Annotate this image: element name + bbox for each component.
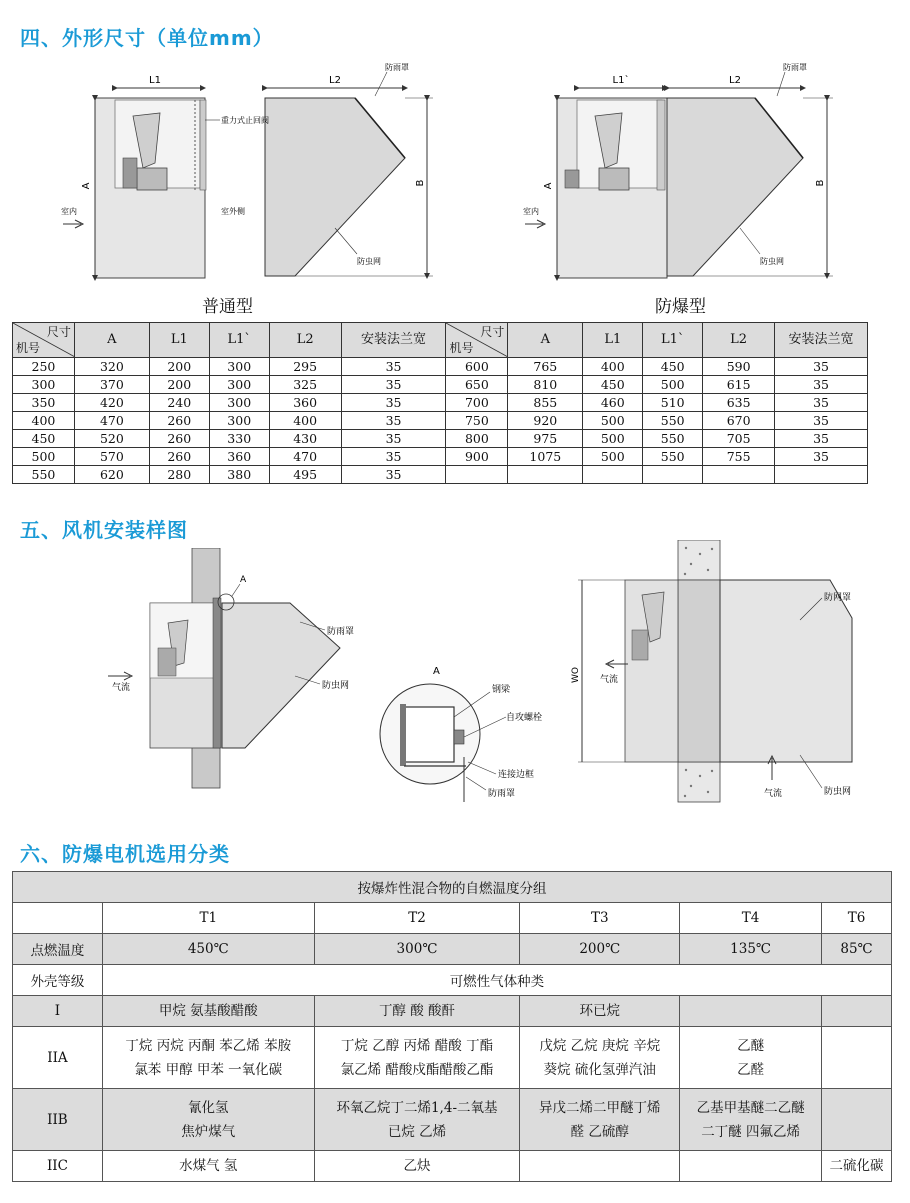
table-cell [583, 466, 643, 484]
gas-cell [520, 1151, 680, 1182]
ignition-t3: 200℃ [520, 934, 680, 965]
installation-drawing-right [560, 540, 895, 805]
gas-cell [314, 1151, 520, 1182]
table-cell: 295 [269, 358, 341, 376]
table-cell: 260 [149, 448, 209, 466]
table-cell: 325 [269, 376, 341, 394]
gas-cell [102, 996, 314, 1027]
detail-a-drawing [378, 662, 558, 807]
gravity-louver-label: 重力式止回阀 [221, 116, 269, 125]
table-cell: 35 [341, 430, 446, 448]
section-title-installation: 五、风机安装样图 [20, 518, 188, 542]
ignition-t1: 450℃ [102, 934, 314, 965]
table-cell: 35 [775, 412, 868, 430]
rain-cover-label-3: 防网罩 [824, 593, 852, 603]
gas-line: 醛 乙硫醇 [570, 1123, 629, 1140]
table-row [13, 412, 868, 430]
table-cell: 300 [209, 358, 269, 376]
ex-table-title: 按爆炸性混合物的自燃温度分组 [13, 872, 892, 903]
gas-line: 异戊二烯二甲醚丁烯 [539, 1099, 661, 1116]
table-cell: 570 [74, 448, 149, 466]
dimension-table-header [13, 323, 868, 358]
table-cell: 550 [643, 448, 703, 466]
l1-label: L1 [149, 75, 161, 86]
table-cell: 330 [209, 430, 269, 448]
gas-cell [680, 996, 822, 1027]
table-cell: 240 [149, 394, 209, 412]
table-cell [703, 466, 775, 484]
insect-net-label: 防虫网 [760, 257, 784, 266]
gas-line: 氯苯 甲醇 甲苯 一氧化碳 [134, 1061, 283, 1078]
table-cell: 800 [446, 430, 508, 448]
table-row [13, 448, 868, 466]
table-cell: 510 [643, 394, 703, 412]
connect-frame-label: 连接边框 [498, 770, 535, 780]
detail-a-marker: A [240, 575, 247, 585]
temp-group-row [13, 903, 892, 934]
header-a: A [508, 323, 583, 358]
table-cell: 300 [209, 376, 269, 394]
table-cell [508, 466, 583, 484]
header-flange: 安装法兰宽 [341, 323, 446, 358]
gas-line: 丁烷 丙烷 丙酮 苯乙烯 苯胺 [125, 1037, 292, 1054]
table-cell: 400 [583, 358, 643, 376]
table-cell: 35 [775, 394, 868, 412]
table-cell: 495 [269, 466, 341, 484]
table-cell: 550 [643, 430, 703, 448]
gas-cell [102, 1027, 314, 1089]
ex-row-iic [13, 1151, 892, 1182]
table-cell [775, 466, 868, 484]
insect-net-label-3: 防虫网 [824, 787, 852, 797]
table-cell: 320 [74, 358, 149, 376]
gas-line: 葵烷 硫化氢弹汽油 [543, 1061, 656, 1078]
corner-cell-right [446, 323, 508, 358]
corner-bottom-label: 机号 [16, 341, 41, 355]
gas-line: 乙醛 [737, 1061, 765, 1078]
table-cell: 590 [703, 358, 775, 376]
table-cell: 300 [209, 394, 269, 412]
table-cell: 855 [508, 394, 583, 412]
insect-net-label: 防虫网 [357, 257, 381, 266]
gas-cell [102, 1151, 314, 1182]
table-cell: 550 [643, 412, 703, 430]
gas-cell [822, 1089, 892, 1151]
table-cell: 360 [269, 394, 341, 412]
table-cell [643, 466, 703, 484]
shell-class: IIC [13, 1151, 103, 1182]
group-t1: T1 [102, 903, 314, 934]
gas-line: 甲烷 氨基酸醋酸 [158, 1003, 258, 1019]
ex-row-iia [13, 1027, 892, 1089]
table-cell: 500 [643, 376, 703, 394]
b-label: B [415, 179, 426, 187]
gas-cell [314, 1027, 520, 1089]
detail-a-title: A [433, 666, 440, 677]
gas-cell [314, 996, 520, 1027]
table-cell: 615 [703, 376, 775, 394]
header-l1p: L1` [643, 323, 703, 358]
gas-line: 丁醇 酸 酸酐 [378, 1003, 456, 1019]
table-cell: 400 [269, 412, 341, 430]
table-cell: 470 [269, 448, 341, 466]
gas-cell [102, 1089, 314, 1151]
table-cell: 500 [583, 412, 643, 430]
corner-top-label: 尺寸 [46, 325, 71, 339]
table-cell: 620 [74, 466, 149, 484]
gas-line: 氰化氢 [188, 1099, 229, 1116]
table-cell: 450 [643, 358, 703, 376]
ex-row-i [13, 996, 892, 1027]
table-row [13, 394, 868, 412]
ignition-t4: 135℃ [680, 934, 822, 965]
table-cell: 35 [775, 448, 868, 466]
table-cell: 810 [508, 376, 583, 394]
table-row [13, 376, 868, 394]
l2-label: L2 [329, 75, 341, 86]
rain-cover-label: 防雨罩 [783, 63, 807, 72]
table-cell: 35 [775, 376, 868, 394]
gas-cell [822, 996, 892, 1027]
ex-row-iib [13, 1089, 892, 1151]
table-cell: 35 [341, 448, 446, 466]
table-cell: 35 [341, 358, 446, 376]
table-row [13, 358, 868, 376]
gas-cell [822, 1151, 892, 1182]
header-l1: L1 [149, 323, 209, 358]
table-cell: 550 [13, 466, 75, 484]
table-cell: 35 [775, 430, 868, 448]
table-cell: 600 [446, 358, 508, 376]
table-cell: 200 [149, 376, 209, 394]
header-a: A [74, 323, 149, 358]
table-cell: 755 [703, 448, 775, 466]
ignition-label: 点燃温度 [13, 934, 103, 965]
section-title-dimensions: 四、外形尺寸（单位mm） [20, 26, 274, 50]
table-cell: 250 [13, 358, 75, 376]
airflow-left-label: 气流 [600, 675, 619, 685]
gas-label: 可燃性气体种类 [102, 965, 891, 996]
shell-label: 外壳等级 [13, 965, 103, 996]
gas-line: 环氧乙烷丁二烯1,4-二氧基 [336, 1099, 498, 1116]
table-cell: 750 [446, 412, 508, 430]
table-cell: 200 [149, 358, 209, 376]
gas-line: 已烷 乙烯 [387, 1123, 447, 1140]
table-cell: 650 [446, 376, 508, 394]
gas-line: 水煤气 氢 [179, 1158, 238, 1174]
outdoor-label: 室外侧 [221, 207, 245, 216]
gas-line: 乙炔 [403, 1158, 431, 1174]
table-row [13, 430, 868, 448]
table-cell: 450 [13, 430, 75, 448]
table-cell: 380 [209, 466, 269, 484]
header-l2: L2 [269, 323, 341, 358]
gas-cell [680, 1151, 822, 1182]
standard-type-caption: 普通型 [202, 297, 253, 317]
table-cell: 300 [209, 412, 269, 430]
l2-label: L2 [729, 75, 741, 86]
table-cell: 470 [74, 412, 149, 430]
table-cell: 35 [341, 394, 446, 412]
table-cell: 450 [583, 376, 643, 394]
dimension-table [12, 322, 868, 484]
table-cell: 400 [13, 412, 75, 430]
header-l2: L2 [703, 323, 775, 358]
table-cell: 500 [583, 430, 643, 448]
table-cell: 460 [583, 394, 643, 412]
insect-net-label: 防虫网 [322, 681, 350, 691]
explosion-proof-caption: 防爆型 [655, 297, 706, 317]
l1p-label: L1` [612, 75, 630, 86]
gas-cell [520, 996, 680, 1027]
ignition-row [13, 934, 892, 965]
gas-line: 戊烷 乙烷 庚烷 辛烷 [539, 1037, 661, 1054]
table-cell [446, 466, 508, 484]
table-cell: 350 [13, 394, 75, 412]
a-label: A [543, 182, 554, 190]
table-cell: 370 [74, 376, 149, 394]
table-cell: 700 [446, 394, 508, 412]
empty-cell [13, 903, 103, 934]
gas-line: 二丁醚 四氟乙烯 [701, 1123, 800, 1140]
standard-type-drawing [55, 58, 445, 293]
gas-line: 焦炉煤气 [181, 1123, 236, 1140]
group-t2: T2 [314, 903, 520, 934]
shell-class: IIB [13, 1089, 103, 1151]
ignition-t2: 300℃ [314, 934, 520, 965]
gas-cell [520, 1089, 680, 1151]
gas-cell [822, 1027, 892, 1089]
gas-line: 环已烷 [579, 1003, 621, 1019]
gas-cell [314, 1089, 520, 1151]
explosion-proof-drawing [515, 58, 905, 293]
section-title-ex-motor: 六、防爆电机选用分类 [20, 842, 230, 866]
table-cell: 765 [508, 358, 583, 376]
self-tap-bolt-label: 自攻螺栓 [506, 713, 543, 723]
header-flange: 安装法兰宽 [775, 323, 868, 358]
group-t6: T6 [822, 903, 892, 934]
ignition-t6: 85℃ [822, 934, 892, 965]
airflow-label: 气流 [112, 683, 131, 693]
indoor-label: 室内 [523, 207, 539, 216]
gas-cell [520, 1027, 680, 1089]
table-cell: 35 [341, 376, 446, 394]
table-cell: 520 [74, 430, 149, 448]
corner-bottom-label: 机号 [449, 341, 474, 355]
shell-class: IIA [13, 1027, 103, 1089]
table-row [13, 466, 868, 484]
table-cell: 420 [74, 394, 149, 412]
table-cell: 500 [13, 448, 75, 466]
rain-cover-label: 防雨罩 [327, 627, 355, 637]
table-cell: 1075 [508, 448, 583, 466]
steel-beam-label: 钢梁 [492, 685, 511, 695]
table-cell: 300 [13, 376, 75, 394]
table-cell: 260 [149, 430, 209, 448]
table-cell: 975 [508, 430, 583, 448]
table-cell: 670 [703, 412, 775, 430]
installation-drawing-left [100, 548, 360, 793]
wo-label: WO [571, 667, 581, 683]
table-cell: 35 [775, 358, 868, 376]
gas-cell [680, 1089, 822, 1151]
gas-line: 丁烷 乙醇 丙烯 醋酸 丁酯 [340, 1037, 494, 1054]
table-cell: 705 [703, 430, 775, 448]
gas-cell [680, 1027, 822, 1089]
table-cell: 900 [446, 448, 508, 466]
ex-classification-table [12, 871, 892, 1182]
airflow-bottom-label: 气流 [764, 789, 783, 799]
gas-line: 乙醚 [737, 1037, 765, 1054]
table-cell: 360 [209, 448, 269, 466]
shell-class: I [13, 996, 103, 1027]
gas-line: 乙基甲基醚二乙醚 [696, 1099, 805, 1116]
header-l1: L1 [583, 323, 643, 358]
table-cell: 280 [149, 466, 209, 484]
group-t4: T4 [680, 903, 822, 934]
b-label: B [815, 179, 826, 187]
header-l1p: L1` [209, 323, 269, 358]
shell-row [13, 965, 892, 996]
a-label: A [81, 182, 92, 190]
corner-top-label: 尺寸 [480, 325, 505, 339]
corner-cell-left [13, 323, 75, 358]
group-t3: T3 [520, 903, 680, 934]
table-cell: 635 [703, 394, 775, 412]
gas-line: 氯乙烯 醋酸戍酯醋酸乙酯 [340, 1061, 494, 1078]
table-cell: 430 [269, 430, 341, 448]
table-cell: 35 [341, 412, 446, 430]
table-cell: 35 [341, 466, 446, 484]
rain-cover-label-2: 防雨罩 [488, 789, 516, 799]
rain-cover-label: 防雨罩 [385, 63, 409, 72]
table-cell: 260 [149, 412, 209, 430]
gas-line: 二硫化碳 [829, 1158, 884, 1174]
indoor-label: 室内 [61, 207, 77, 216]
table-cell: 920 [508, 412, 583, 430]
table-cell: 500 [583, 448, 643, 466]
